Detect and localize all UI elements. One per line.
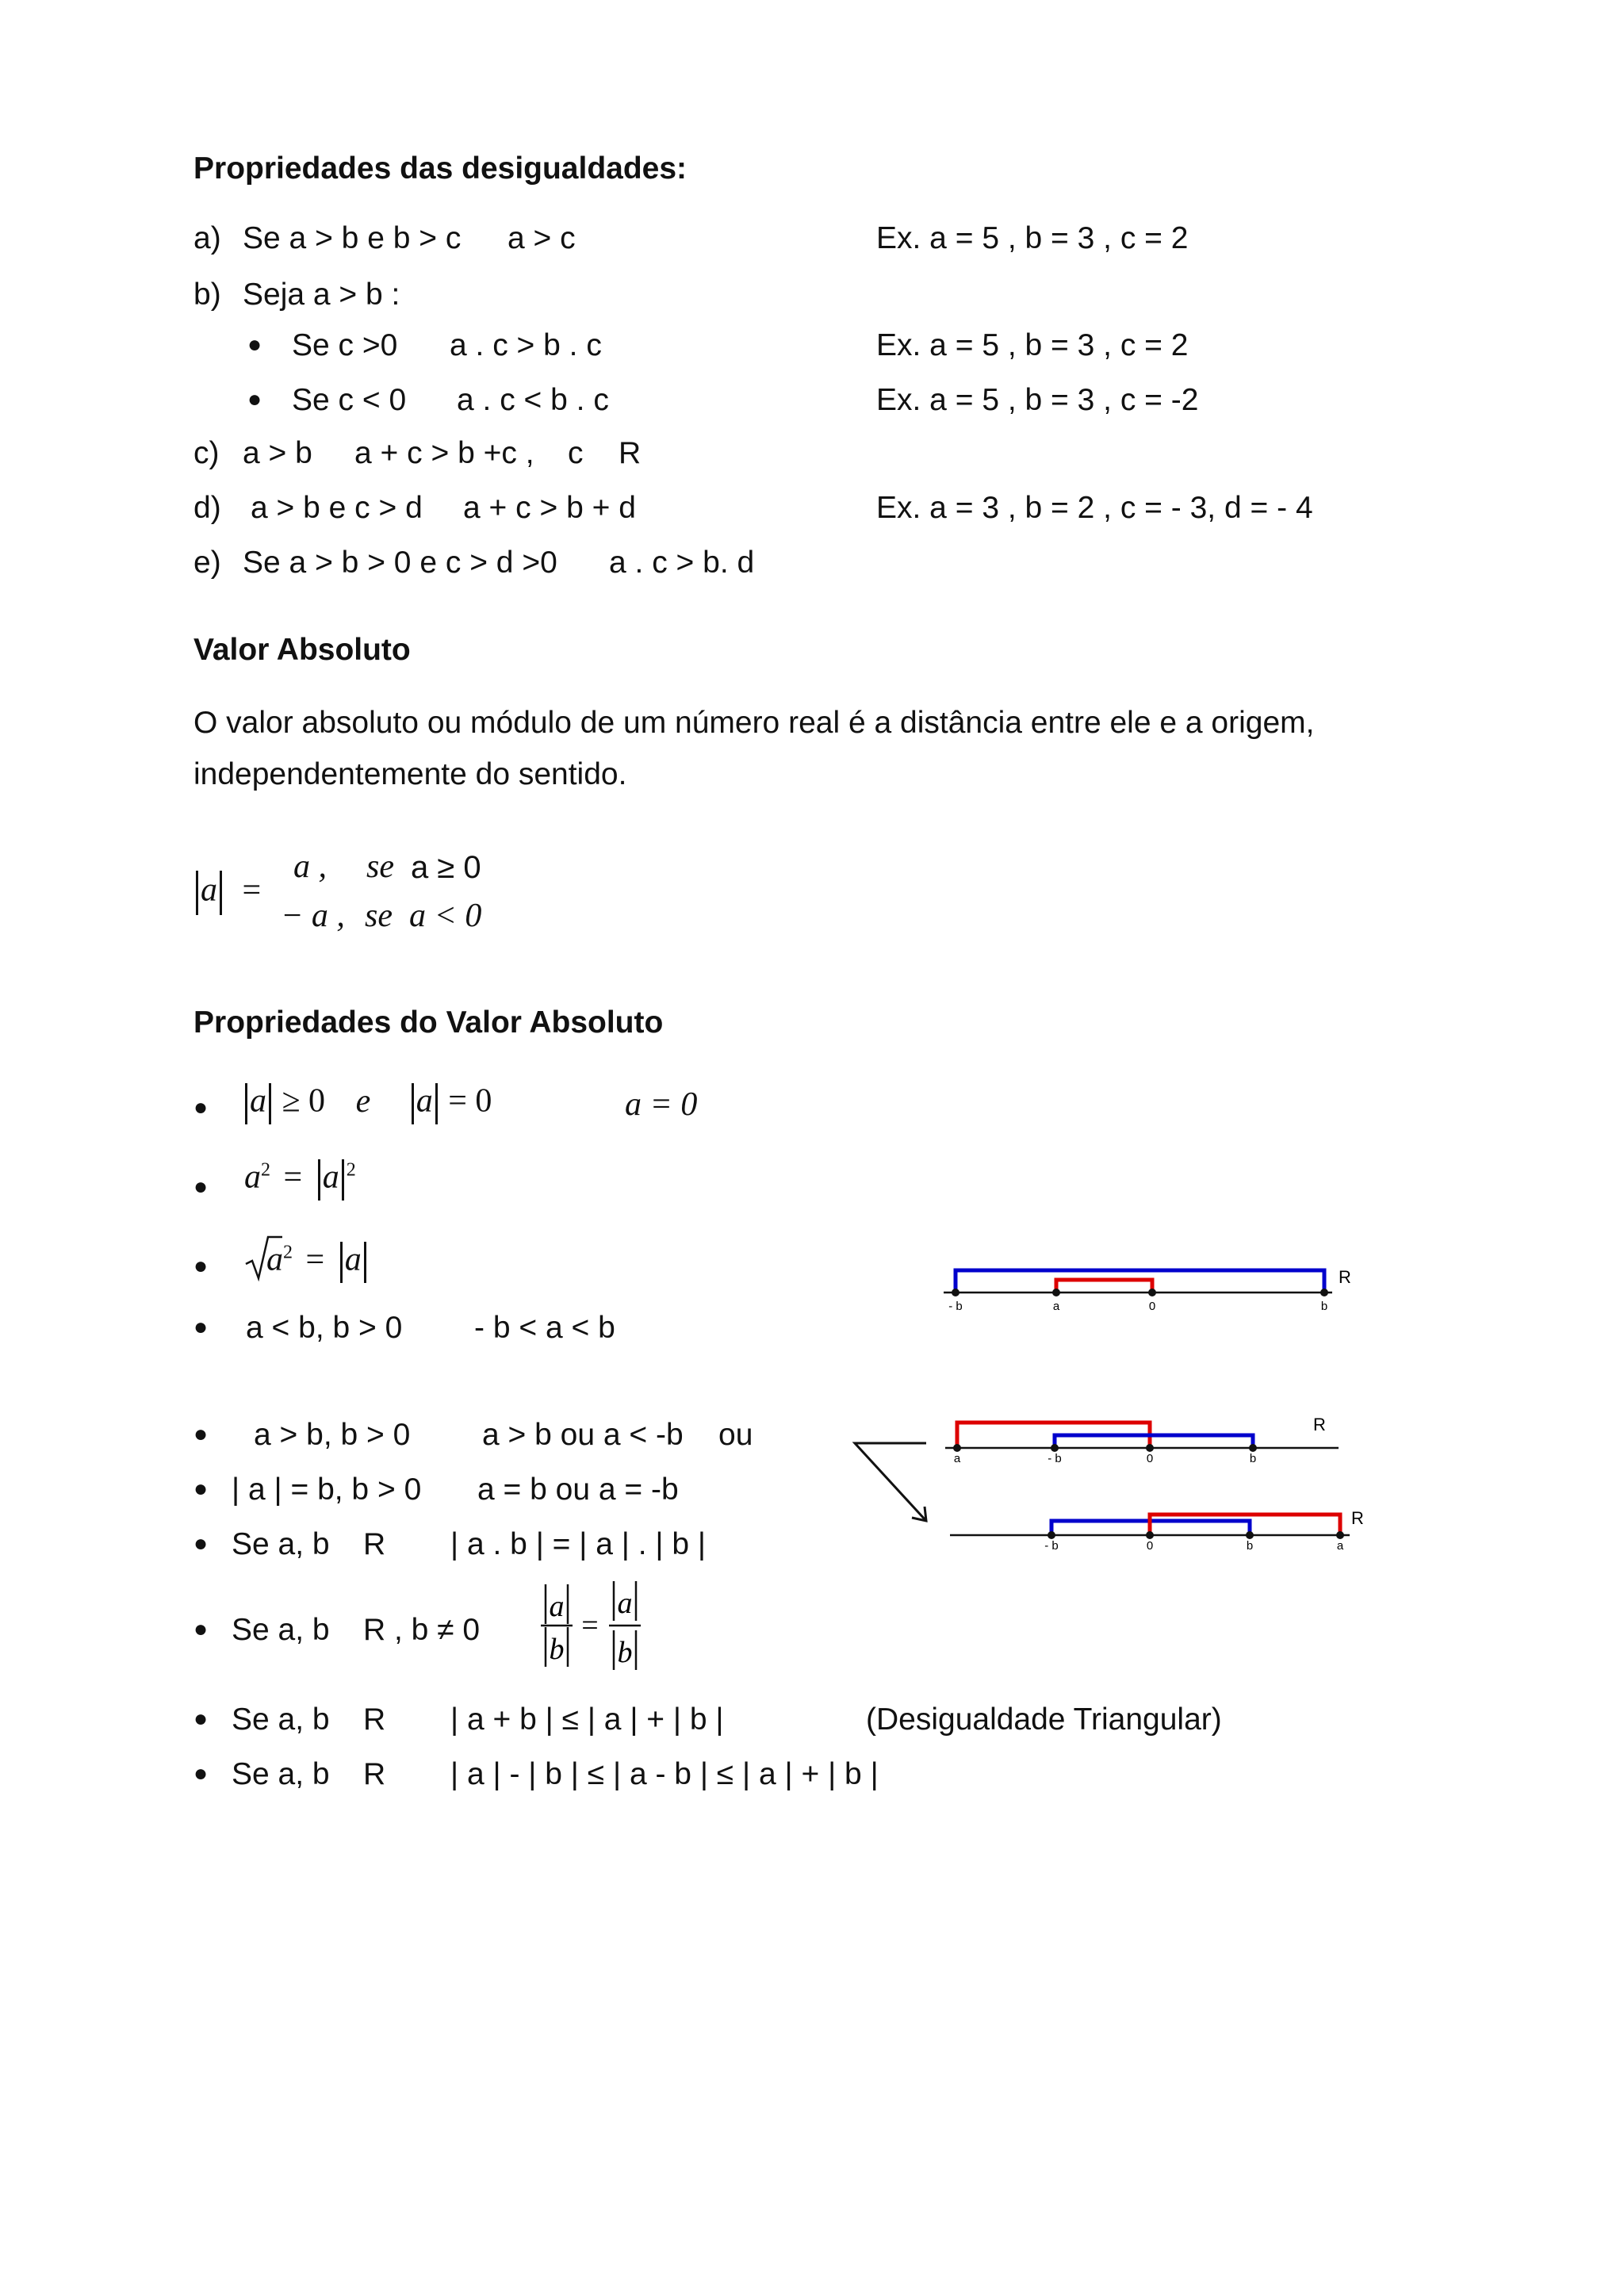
prop-7-text: Se a, b: [232, 1527, 330, 1561]
ineq-e-text: Se a > b > 0 e c > d >0: [243, 546, 557, 580]
interval-blue-2: [1055, 1435, 1253, 1448]
heading-valor-absoluto: Valor Absoluto: [193, 633, 411, 667]
frac-den-right: b: [617, 1636, 633, 1669]
abs-case1-cond: a ≥ 0: [411, 850, 481, 885]
prop-6-text: | a | = b, b > 0: [232, 1473, 422, 1507]
prop-4-text: a < b, b > 0: [246, 1311, 403, 1345]
interval-red-3: [1150, 1515, 1340, 1535]
abs-case1-cond-word: se: [366, 848, 394, 885]
prop-8-set: R , b ≠ 0: [363, 1613, 481, 1647]
prop-1-result: a = 0: [625, 1086, 698, 1123]
prop-2-base: a: [244, 1158, 261, 1196]
ineq-d-label: d): [193, 491, 221, 525]
ineq-b2-example: Ex. a = 5 , b = 3 , c = -2: [876, 383, 1199, 417]
tick-label: a: [1052, 1300, 1060, 1313]
ineq-a-example: Ex. a = 5 , b = 3 , c = 2: [876, 221, 1189, 255]
definition-line-2: independentemente do sentido.: [193, 757, 627, 791]
bullet-icon: ●: [193, 1253, 209, 1279]
set-label: R: [1351, 1508, 1364, 1528]
bullet-icon: ●: [193, 1706, 209, 1732]
point-zero: [1146, 1444, 1154, 1452]
abs-eq: =: [242, 871, 262, 909]
ineq-c-text: a > b: [243, 436, 312, 470]
prop-3-var: a: [344, 1241, 362, 1278]
fraction-abs-formula: [539, 1578, 647, 1673]
prop-1-var: a: [250, 1082, 266, 1120]
bullet-icon: ●: [247, 331, 262, 358]
ineq-b1-example: Ex. a = 5 , b = 3 , c = 2: [876, 328, 1189, 362]
prop-7-result: | a . b | = | a | . | b |: [450, 1527, 707, 1561]
tick-label: 0: [1146, 1452, 1154, 1465]
ineq-b2-result: a . c < b . c: [457, 383, 609, 417]
point-b: [1320, 1289, 1328, 1296]
abs-case2-cond-word: se: [365, 898, 393, 934]
prop-5-or: ou: [718, 1418, 753, 1452]
definition-line-1: O valor absoluto ou módulo de um número real é a distância entre ele e a origem,: [193, 706, 1315, 740]
bullet-icon: ●: [193, 1476, 209, 1502]
bullet-icon: ●: [193, 1314, 209, 1340]
ineq-c-set: R: [619, 436, 642, 470]
prop-1-var-2: a: [416, 1082, 433, 1120]
abs-case1-value: a ,: [293, 848, 327, 885]
prop-5-result: a > b ou a < -b: [482, 1418, 684, 1452]
prop-9-text: Se a, b: [232, 1702, 330, 1737]
ineq-e-result: a . c > b. d: [609, 546, 755, 580]
tick-label: a: [953, 1452, 961, 1465]
interval-red-1: [1056, 1280, 1152, 1293]
point-zero: [1148, 1289, 1156, 1296]
point-b: [1249, 1444, 1257, 1452]
prop-1-mid: e: [355, 1082, 371, 1120]
frac-num-right: a: [617, 1587, 633, 1620]
prop-3-eq: =: [305, 1241, 325, 1278]
prop-1-right: = 0: [448, 1082, 492, 1120]
ineq-c-label: c): [193, 436, 220, 470]
abs-case2-cond: a < 0: [409, 898, 482, 934]
bullet-icon: ●: [193, 1421, 209, 1447]
bullet-icon: ●: [193, 1616, 209, 1642]
point-a: [953, 1444, 961, 1452]
ineq-d-text: a > b e c > d: [251, 491, 423, 525]
bullet-icon: ●: [193, 1094, 209, 1120]
prop-3-exp: 2: [283, 1242, 293, 1263]
bullet-icon: ●: [193, 1760, 209, 1787]
bullet-icon: ●: [193, 1174, 209, 1200]
prop-3-base: a: [266, 1241, 283, 1278]
abs-case2-value: − a ,: [281, 898, 345, 934]
point-neg-b: [1051, 1444, 1059, 1452]
frac-den-left: b: [549, 1633, 565, 1666]
heading-propriedades-valor-absoluto: Propriedades do Valor Absoluto: [193, 1005, 664, 1040]
frac-num-left: a: [549, 1590, 565, 1623]
bullet-icon: ●: [247, 386, 262, 412]
point-a: [1336, 1531, 1344, 1539]
prop-2: [244, 1159, 356, 1201]
tick-label: a: [1336, 1539, 1344, 1553]
tick-label: b: [1246, 1539, 1254, 1553]
arrow-icon: [855, 1443, 926, 1521]
prop-4-result: - b < a < b: [474, 1311, 615, 1345]
tick-label: b: [1320, 1300, 1328, 1313]
prop-2-eq: =: [283, 1158, 303, 1196]
set-label: R: [1339, 1267, 1351, 1287]
ineq-e-label: e): [193, 546, 221, 580]
ineq-d-result: a + c > b + d: [463, 491, 636, 525]
tick-label: - b: [1048, 1452, 1062, 1465]
ineq-b-label: b): [193, 278, 221, 312]
abs-definition-lhs: [193, 871, 261, 915]
point-b: [1246, 1531, 1254, 1539]
prop-2-exp: 2: [261, 1159, 270, 1181]
heading-propriedades-desigualdades: Propriedades das desigualdades:: [193, 151, 688, 186]
prop-5-text: a > b, b > 0: [254, 1418, 411, 1452]
prop-1-left: ≥ 0: [282, 1082, 326, 1120]
ineq-c-quant: c: [568, 436, 584, 470]
ineq-c-result: a + c > b +c ,: [354, 436, 534, 470]
prop-8-text: Se a, b: [232, 1613, 330, 1647]
tick-label: b: [1249, 1452, 1257, 1465]
prop-7-set: R: [363, 1527, 386, 1561]
prop-10-result: | a | - | b | ≤ | a - b | ≤ | a | + | b |: [450, 1757, 879, 1791]
prop-10-text: Se a, b: [232, 1757, 330, 1791]
frac-eq: =: [581, 1609, 599, 1642]
tick-label: 0: [1146, 1539, 1154, 1553]
number-line-figure-1: [936, 1253, 1364, 1324]
prop-10-set: R: [363, 1757, 386, 1791]
ineq-a-text: Se a > b e b > c: [243, 221, 462, 255]
ineq-b1-text: Se c >0: [292, 328, 398, 362]
point-neg-b: [952, 1289, 959, 1296]
tick-label: - b: [1044, 1539, 1059, 1553]
prop-9-result: | a + b | ≤ | a | + | b |: [450, 1702, 724, 1737]
tick-label: 0: [1148, 1300, 1156, 1313]
ineq-d-example: Ex. a = 3 , b = 2 , c = - 3, d = - 4: [876, 491, 1313, 525]
prop-1: [243, 1083, 492, 1124]
point-a: [1052, 1289, 1060, 1296]
prop-6-result: a = b ou a = -b: [477, 1473, 679, 1507]
prop-9-note: (Desigualdade Triangular): [866, 1702, 1222, 1737]
ineq-b1-result: a . c > b . c: [450, 328, 602, 362]
set-label: R: [1313, 1415, 1326, 1434]
ineq-a-label: a): [193, 221, 221, 255]
abs-var: a: [201, 871, 217, 909]
prop-9-set: R: [363, 1702, 386, 1737]
bullet-icon: ●: [193, 1530, 209, 1557]
prop-3: [266, 1242, 369, 1283]
prop-2-var: a: [322, 1158, 339, 1196]
ineq-b-text: Seja a > b :: [243, 278, 400, 312]
prop-2-exp-2: 2: [346, 1159, 356, 1181]
number-line-figure-2: [847, 1404, 1394, 1570]
tick-label: - b: [948, 1300, 963, 1313]
point-zero: [1146, 1531, 1154, 1539]
ineq-b2-text: Se c < 0: [292, 383, 407, 417]
ineq-a-result: a > c: [508, 221, 576, 255]
point-neg-b: [1048, 1531, 1055, 1539]
